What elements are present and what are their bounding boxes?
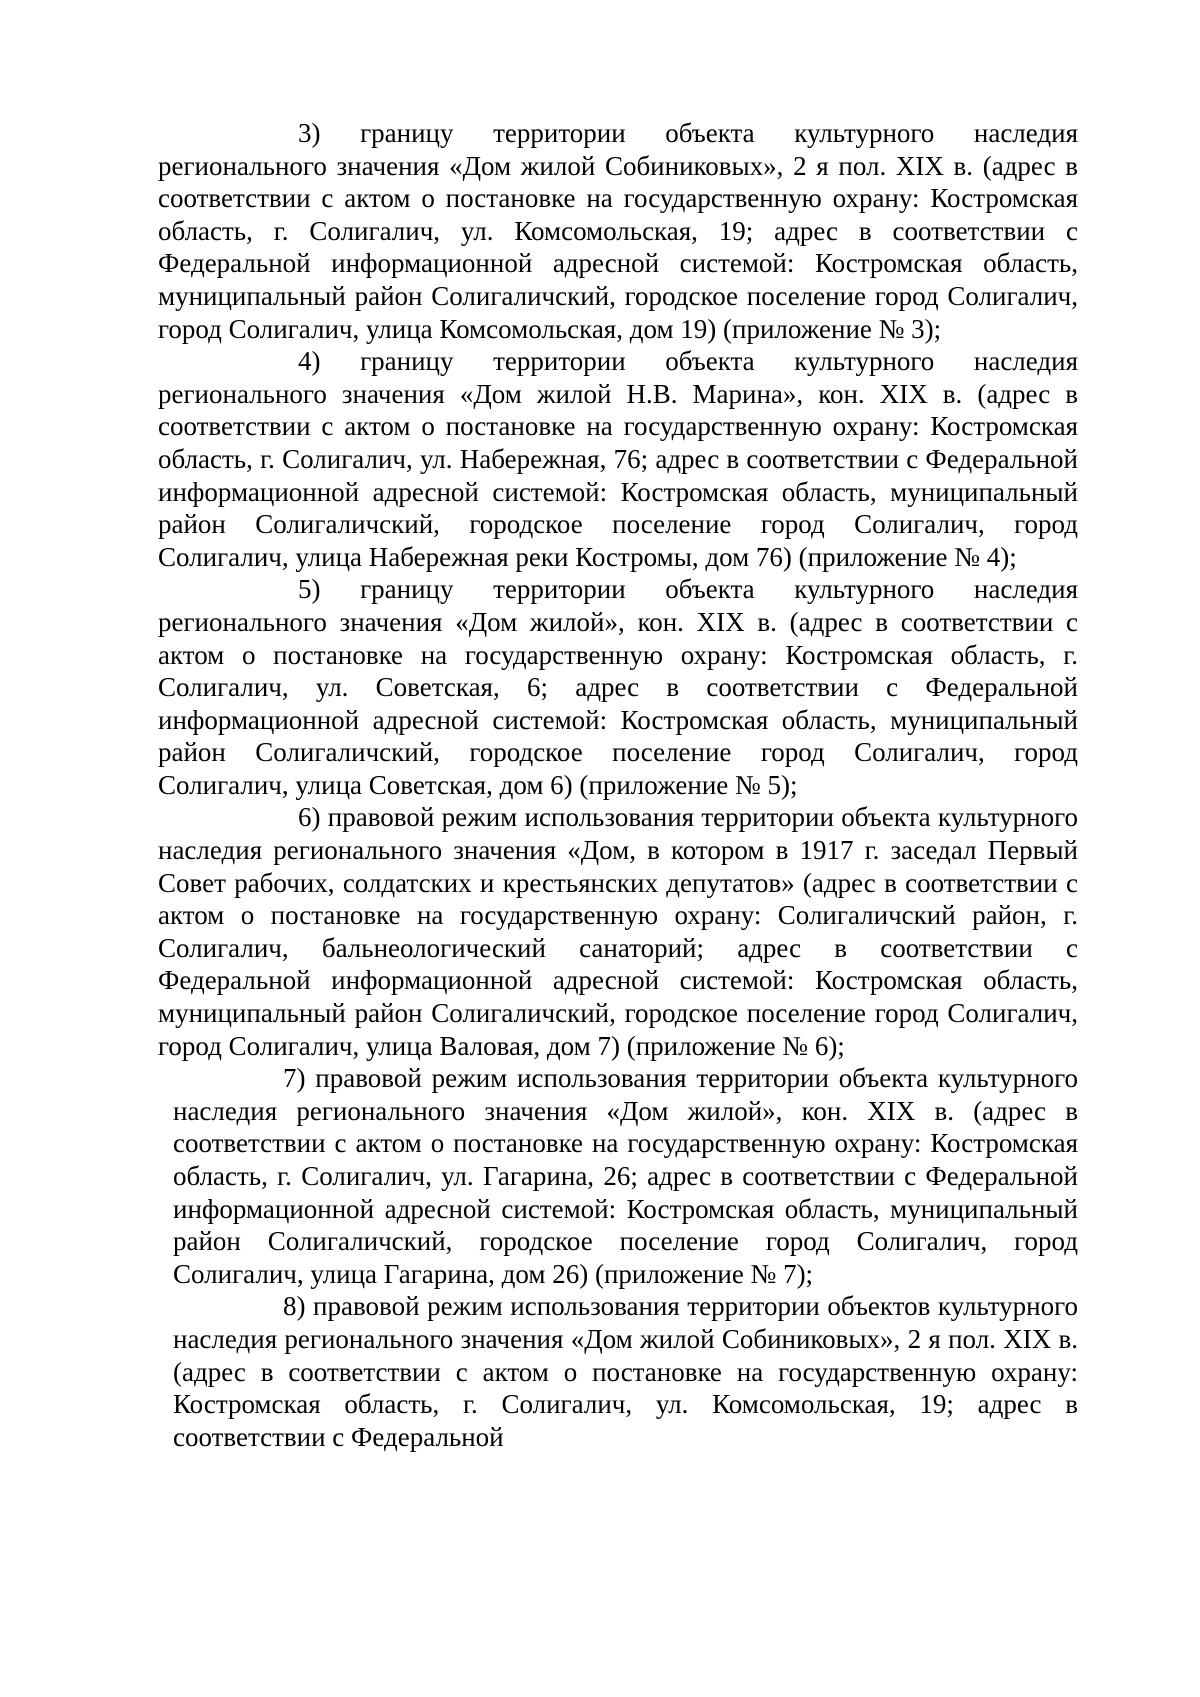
list-item-text: правовой режим использования территории объектов культурного наследия регионального значения «Дом жилой Собиниковых», 2 я пол. XIX в. (адрес в соответствии с актом о постановке на государственную охрану: Костромская область, г. Солигалич, ул. Комсомольская, 19; адрес в соответствии с Федеральной — [173, 1291, 1079, 1452]
list-item-text: границу территории объекта культурного наследия регионального значения «Дом жилой Н.В. Марина», кон. XIX в. (адрес в соответствии с актом о постановке на государственную охрану: Костромская область, г. Солигалич, ул. Набережная, 76; адрес в соответствии с Федеральной информационной адресной системой: Костромская область, муниципальный район Солигаличский, городское поселение город Солигалич, город Солигалич, улица Набережная реки Костромы, дом 76) (приложение № 4); — [158, 346, 1079, 572]
list-item-number: 4) — [298, 346, 321, 377]
list-item-text: правовой режим использования территории объекта культурного наследия регионального значения «Дом жилой», кон. XIX в. (адрес в соответствии с актом о постановке на государственную охрану: Костромская область, г. Солигалич, ул. Гагарина, 26; адрес в соответствии с Федеральной информационной адресной системой: Костромская область, муниципальный район Солигаличский, городское поселение город Солигалич, город Солигалич, улица Гагарина, дом 26) (приложение № 7); — [173, 1063, 1079, 1289]
list-item-number: 3) — [298, 118, 321, 148]
list-item-number: 6) — [298, 802, 321, 833]
list-item-text: границу территории объекта культурного наследия регионального значения «Дом жилой Собиниковых», 2 я пол. XIX в. (адрес в соответствии с актом о постановке на государственную охрану: Костромская область, г. Солигалич, ул. Комсомольская, 19; адрес в соответствии с Федеральной информационной адресной системой: Костромская область, муниципальный район Солигаличский, городское поселение город Солигалич, город Солигалич, улица Комсомольская, дом 19) (приложение № 3); — [158, 118, 1079, 344]
list-item-8 — [173, 1290, 1078, 1453]
list-item-6 — [158, 801, 1078, 1062]
list-item-number: 7) — [283, 1063, 306, 1094]
list-item-number: 5) — [298, 574, 321, 605]
list-item-text: правовой режим использования территории объекта культурного наследия регионального значения «Дом, в котором в 1917 г. заседал Первый Совет рабочих, солдатских и крестьянских депутатов» (адрес в соответствии с актом о постановке на государственную охрану: Солигаличский район, г. Солигалич, бальнеологический санаторий; адрес в соответствии с Федеральной информационной адресной системой: Костромская область, муниципальный район Солигаличский, городское поселение город Солигалич, город Солигалич, улица Валовая, дом 7) (приложение № 6); — [158, 802, 1079, 1061]
list-item-5 — [158, 573, 1078, 801]
document-body — [158, 117, 1078, 1453]
list-item-3 — [158, 117, 1078, 345]
list-item-number: 8) — [283, 1291, 306, 1322]
list-item-4 — [158, 345, 1078, 573]
list-item-7 — [173, 1062, 1078, 1290]
list-item-text: границу территории объекта культурного наследия регионального значения «Дом жилой», кон. XIX в. (адрес в соответствии с актом о постановке на государственную охрану: Костромская область, г. Солигалич, ул. Советская, 6; адрес в соответствии с Федеральной информационной адресной системой: Костромская область, муниципальный район Солигаличский, городское поселение город Солигалич, город Солигалич, улица Советская, дом 6) (приложение № 5); — [158, 574, 1079, 800]
